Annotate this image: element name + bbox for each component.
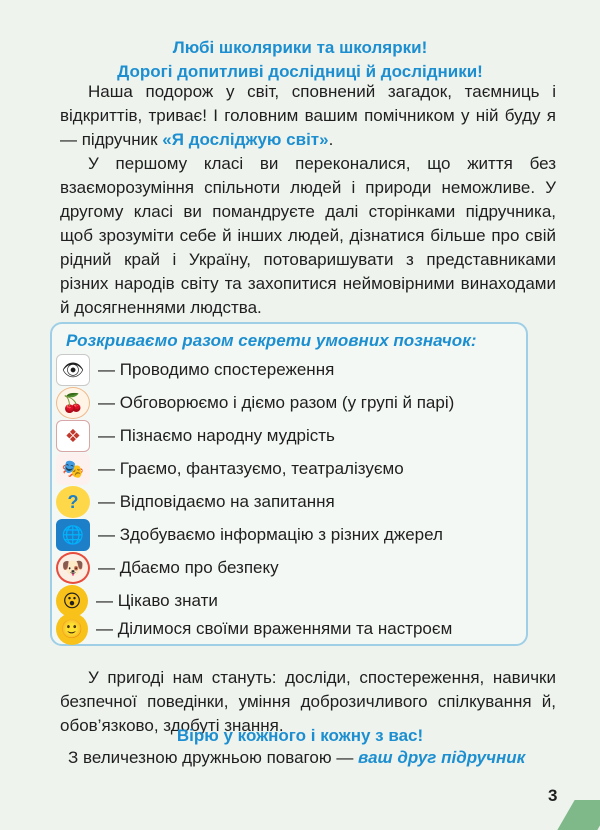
- intro-paragraph-2: У першому класі ви переконалися, що життя без взаєморозуміння спільноти людей і природи неможливе. У другому класі ви помандруєте далі сторінками підручника, щоб зрозуміти себе й інших людей, дізнатися більше про свій рідний край і Україну, потоваришувати з представниками різних народів світу та захопитися неймовірними винаходами й досягненнями людства.: [60, 154, 556, 317]
- signature-text: З величезною дружньою повагою —: [68, 748, 359, 767]
- legend-title: Розкриваємо разом секрети умовних позначок:: [66, 331, 477, 350]
- greeting-line-2: Дорогі допитливі дослідниці й дослідники!: [117, 62, 483, 81]
- intro-text: Наша подорож у світ, сповнений загадок, таємниць і відкриттів, триває! І головним вашим помічником у ній буду я — підручник: [60, 82, 556, 149]
- legend-item-text: — Цікаво знати: [96, 591, 218, 610]
- legend-item-text: — Проводимо спостереження: [98, 360, 335, 379]
- legend-item: [56, 354, 334, 386]
- legend-item-text: — Граємо, фантазуємо, театралізуємо: [98, 459, 404, 478]
- symbols-legend: [50, 322, 528, 646]
- folk-pattern-icon: ❖: [56, 420, 90, 452]
- mask-icon: 🎭: [56, 453, 90, 485]
- textbook-title: «Я досліджую світ»: [162, 130, 329, 149]
- legend-item-text: — Здобуваємо інформацію з різних джерел: [98, 525, 443, 544]
- page-number: 3: [548, 786, 558, 805]
- legend-item: [56, 486, 335, 518]
- rowan-berries-icon: 🍒: [56, 387, 90, 419]
- signature-line: [68, 748, 525, 768]
- legend-item-text: — Пізнаємо народну мудрість: [98, 426, 335, 445]
- legend-item: [56, 420, 335, 452]
- legend-item-text: — Дбаємо про безпеку: [98, 558, 279, 577]
- legend-item: [56, 453, 404, 485]
- legend-item: [56, 613, 452, 645]
- smile-face-icon: 🙂: [56, 613, 88, 645]
- surprised-face-icon: 😮: [56, 585, 88, 617]
- legend-item-text: — Обговорюємо і діємо разом (у групі й парі): [98, 393, 455, 412]
- outro-paragraph: У пригоді нам стануть: досліди, спостереження, навички безпечної поведінки, уміння доброзичливого спілкування й, обов’язково, здобуті знання.: [60, 668, 556, 735]
- eye-magnifier-icon: 👁: [56, 354, 90, 386]
- globe-icon: 🌐: [56, 519, 90, 551]
- legend-item-text: — Ділимося своїми враженнями та настроєм: [96, 619, 453, 638]
- legend-item-text: — Відповідаємо на запитання: [98, 492, 335, 511]
- corner-decoration: [557, 800, 600, 830]
- closing-line: Вірю у кожного і кожну з вас!: [176, 726, 424, 745]
- legend-item: [56, 387, 454, 419]
- legend-item: [56, 519, 443, 551]
- question-icon: ?: [56, 486, 90, 518]
- signature-name: ваш друг підручник: [358, 748, 526, 767]
- intro-paragraph-1: [60, 80, 556, 152]
- intro-period: .: [328, 130, 334, 149]
- legend-item: [56, 552, 279, 584]
- dog-safety-icon: 🐶: [56, 552, 90, 584]
- greeting-line-1: Любі школярики та школярки!: [172, 38, 428, 57]
